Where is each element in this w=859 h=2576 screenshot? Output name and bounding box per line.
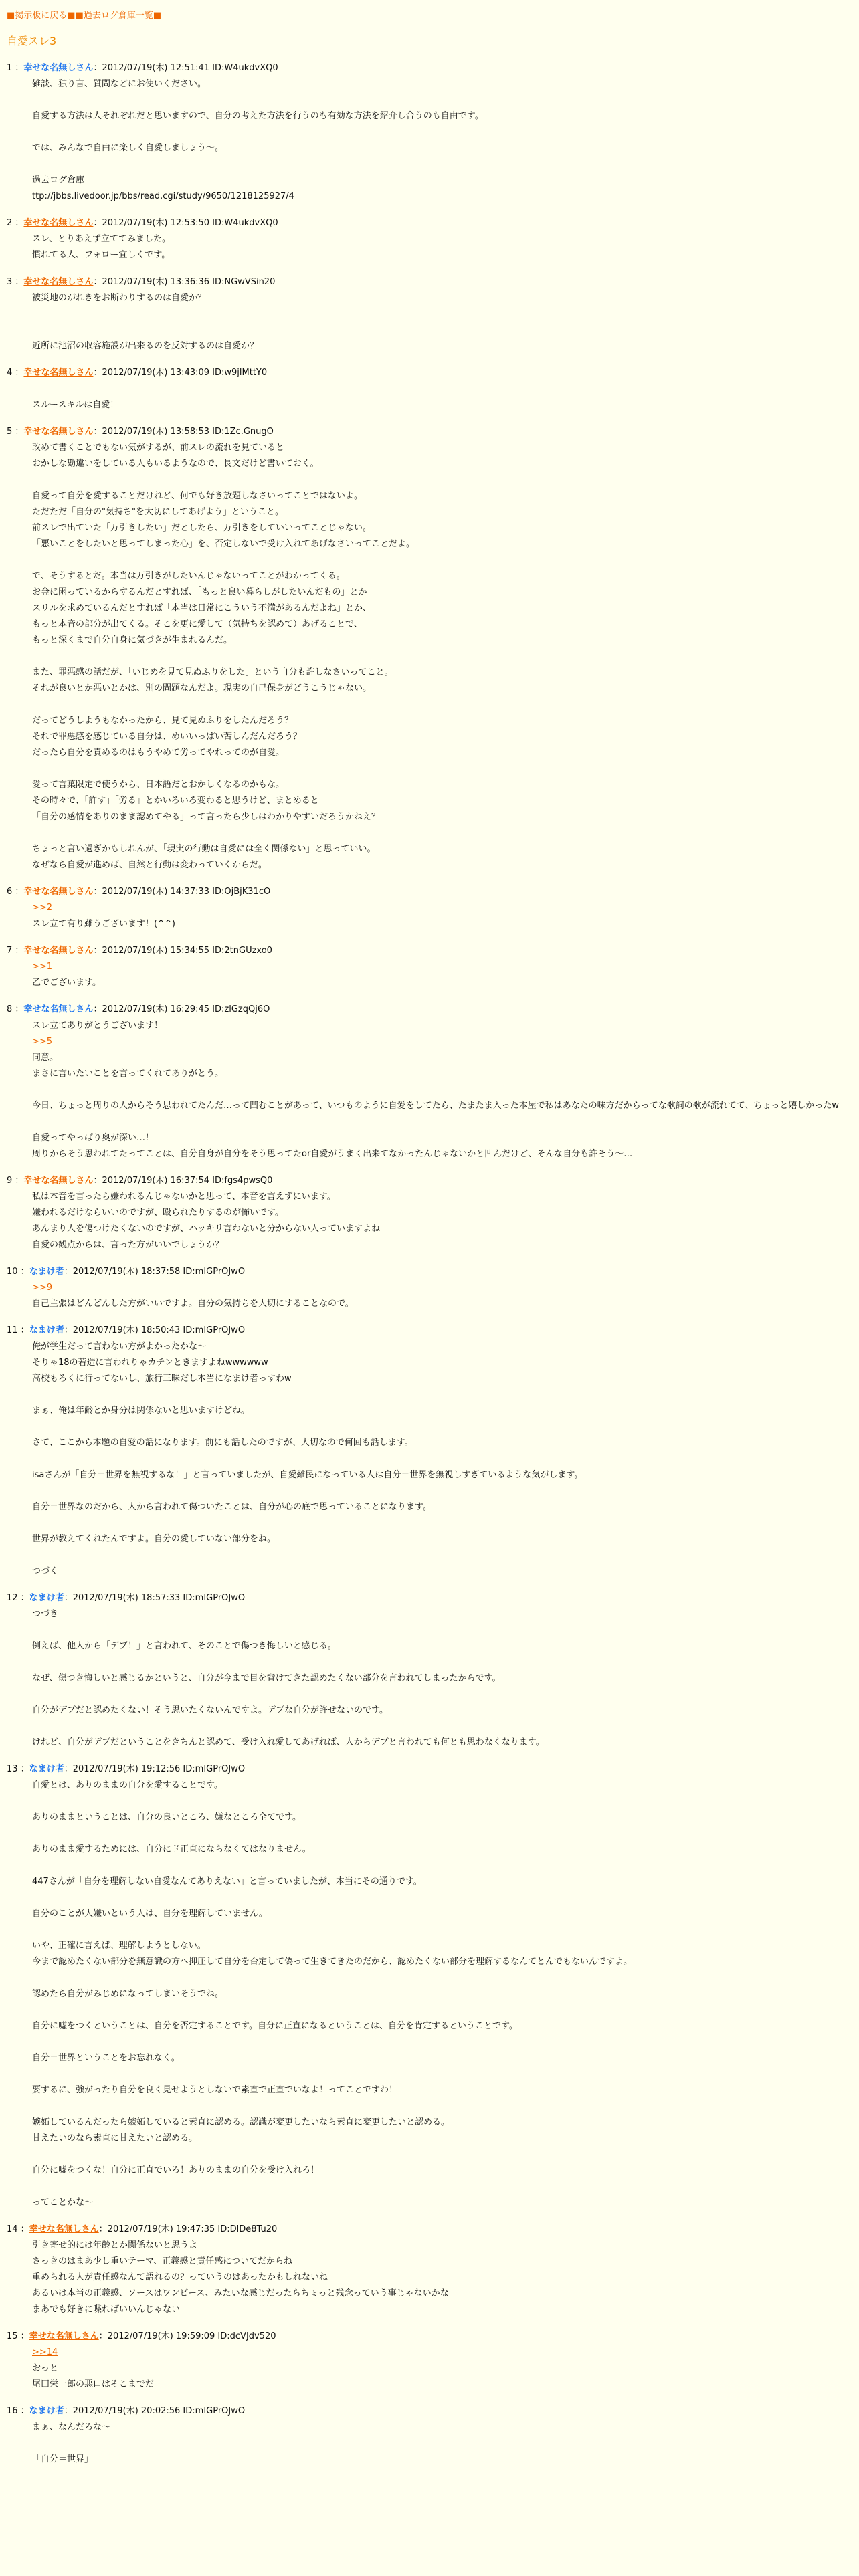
post-header: 1 ：幸せな名無しさん：2012/07/19(木) 12:51:41 ID:W4ukdvXQ0 <box>7 63 278 73</box>
post-number[interactable]: 9 <box>7 1176 13 1186</box>
post-number[interactable]: 3 <box>7 277 13 287</box>
post-line: 尾田栄一郎の悪口はそこまでだ <box>32 2379 155 2389</box>
post-meta: ：2012/07/19(木) 16:37:54 ID:fgs4pwsQ0 <box>93 1176 273 1186</box>
post-line: 自分＝世界ということをお忘れなく。 <box>32 2053 180 2063</box>
post-line <box>32 92 854 108</box>
poster-name[interactable]: 幸せな名無しさん <box>23 218 94 228</box>
post-line: 世界が教えてくれたんですよ。自分の愛していない部分をね。 <box>32 1534 276 1544</box>
post-line: おっと <box>32 2363 59 2373</box>
post-line: スルースキルは自愛！ <box>32 400 119 410</box>
post <box>7 365 854 413</box>
post-number[interactable]: 10 <box>7 1267 18 1277</box>
post-line: 過去ログ倉庫 <box>32 175 85 185</box>
post-line <box>32 1082 854 1098</box>
post-line <box>32 2179 854 2195</box>
post-body <box>7 959 854 991</box>
poster-name[interactable]: 幸せな名無しさん <box>23 427 94 437</box>
post-line: 要するに、強がったり自分を良く見せようとしないで素直で正直でいなよ！ってことですわ！ <box>32 2085 398 2095</box>
top-nav <box>7 8 854 24</box>
post-line: 愛って言葉限定で使うから、日本語だとおかしくなるのかもな。 <box>32 780 285 790</box>
post-meta: ：2012/07/19(木) 15:34:55 ID:2tnGUzxo0 <box>93 946 272 956</box>
post-line <box>32 552 854 568</box>
post-number[interactable]: 1 <box>7 63 13 73</box>
post-number[interactable]: 12 <box>7 1593 18 1603</box>
post-line: なぜ、傷つき悔しいと感じるかというと、自分が今まで目を背けてきた認めたくない部分を言われてしまったからです。 <box>32 1673 501 1683</box>
post-line <box>32 2147 854 2163</box>
reply-anchor-link[interactable]: >>5 <box>32 1037 53 1047</box>
post <box>7 60 854 205</box>
post-number[interactable]: 14 <box>7 2224 18 2234</box>
post-line: だったら自分を責めるのはもうやめて労ってやれってのが自愛。 <box>32 748 285 758</box>
post-number[interactable]: 7 <box>7 946 13 956</box>
post-header: 16 ：なまけ者：2012/07/19(木) 20:02:56 ID:mIGPrOJwO <box>7 2406 246 2416</box>
thread-title: 自愛スレ3 <box>7 35 57 47</box>
post-line <box>32 1794 854 1810</box>
post-header: 8 ：幸せな名無しさん：2012/07/19(木) 16:29:45 ID:zlGzqQj6O <box>7 1004 270 1014</box>
poster-name[interactable]: 幸せな名無しさん <box>23 887 94 897</box>
post-line: スリルを求めているんだとすれば「本当は日常にこういう不満があるんだよね」とか、 <box>32 603 372 613</box>
post-number[interactable]: 11 <box>7 1325 18 1335</box>
post-header: 12 ：なまけ者：2012/07/19(木) 18:57:33 ID:mIGPrOJwO <box>7 1593 246 1603</box>
post-line: 自分がデブだと認めたくない！そう思いたくないんですよ。デブな自分が許せないのです。 <box>32 1705 388 1715</box>
post-meta: ：2012/07/19(木) 19:47:35 ID:DlDe8Tu20 <box>98 2224 278 2234</box>
post-line <box>32 1451 854 1467</box>
post-line: ただただ「自分の"気持ち"を大切にしてあげよう」ということ。 <box>32 507 284 517</box>
post-line <box>32 1547 854 1564</box>
post-line: その時々で、「許す」「労る」とかいろいろ変わると思うけど、まとめると <box>32 796 319 806</box>
post-line: 自愛ってやっぱり奥が深い…！ <box>32 1133 155 1143</box>
post-line: 嫌われるだけならいいのですが、殴られたりするのが怖いです。 <box>32 1208 284 1218</box>
post-line: スレ、とりあえず立ててみました。 <box>32 234 171 244</box>
post-meta: ：2012/07/19(木) 12:53:50 ID:W4ukdvXQ0 <box>93 218 278 228</box>
poster-name[interactable]: 幸せな名無しさん <box>29 2224 99 2234</box>
post-line: 雑談、独り言、質問などにお使いください。 <box>32 79 207 89</box>
post <box>7 424 854 873</box>
post-line: それで罪悪感を感じている自分は、めいいっぱい苦しんだんだろう？ <box>32 732 302 742</box>
post-number[interactable]: 13 <box>7 1764 18 1774</box>
post-line: 私は本音を言ったら嫌われるんじゃないかと思って、本音を言えずにいます。 <box>32 1192 336 1202</box>
post-header: 6 ：幸せな名無しさん：2012/07/19(木) 14:37:33 ID:OjBjK31cO <box>7 887 271 897</box>
post-line: あるいは本当の正義感、ソースはワンピース、みたいな感じだったらちょっと残念っていう事じゃないかな <box>32 2288 449 2298</box>
post-number[interactable]: 16 <box>7 2406 18 2416</box>
post-body <box>7 1606 854 1751</box>
post-header: 14 ：幸せな名無しさん：2012/07/19(木) 19:47:35 ID:DlDe8Tu20 <box>7 2224 278 2234</box>
post-line: 近所に池沼の収容施設が出来るのを反対するのは自愛か？ <box>32 341 259 351</box>
post <box>7 274 854 354</box>
archive-list-link[interactable]: ■過去ログ倉庫一覧■ <box>75 11 162 21</box>
post-meta: ：2012/07/19(木) 18:37:58 ID:mIGPrOJwO <box>64 1267 246 1277</box>
post-header: 3 ：幸せな名無しさん：2012/07/19(木) 13:36:36 ID:NGwVSin20 <box>7 277 276 287</box>
post-meta: ：2012/07/19(木) 13:58:53 ID:1Zc.GnugO <box>93 427 274 437</box>
post-line: 自愛とは、ありのままの自分を愛することです。 <box>32 1780 223 1790</box>
poster-name: 幸せな名無しさん <box>23 63 94 73</box>
post-line: 例えば、他人から「デブ！」と言われて、そのことで傷つき悔しいと感じる。 <box>32 1641 337 1651</box>
reply-anchor-link[interactable]: >>2 <box>32 903 53 913</box>
post-line <box>32 1622 854 1638</box>
reply-anchor-link[interactable]: >>14 <box>32 2347 58 2357</box>
poster-name: なまけ者 <box>29 1325 64 1335</box>
post-number[interactable]: 4 <box>7 368 13 378</box>
poster-name[interactable]: 幸せな名無しさん <box>23 1176 94 1186</box>
post <box>7 1173 854 1253</box>
post-line: そりゃ18の若造に言われりゃカチンときますよねwwwwww <box>32 1358 268 1368</box>
post-line: まさに言いたいことを言ってくれてありがとう。 <box>32 1069 224 1079</box>
post-header: 2 ：幸せな名無しさん：2012/07/19(木) 12:53:50 ID:W4ukdvXQ0 <box>7 218 278 228</box>
post-meta: ：2012/07/19(木) 18:57:33 ID:mIGPrOJwO <box>64 1593 246 1603</box>
post-line: 自愛って自分を愛することだけれど、何でも好き放題しなさいってことではないよ。 <box>32 491 363 501</box>
post <box>7 1323 854 1580</box>
post-line: 自己主張はどんどんした方がいいですよ。自分の気持ちを大切にすることなので。 <box>32 1299 354 1309</box>
post-number[interactable]: 15 <box>7 2331 18 2341</box>
post-line: つづく <box>32 1566 59 1576</box>
poster-name[interactable]: 幸せな名無しさん <box>23 368 94 378</box>
post-line: 447さんが「自分を理解しない自愛なんてありえない」と言っていましたが、本当にその通りです。 <box>32 1876 422 1887</box>
post-line: ありのままということは、自分の良いところ、嫌なところ全てです。 <box>32 1812 301 1822</box>
post-line: isaさんが「自分＝世界を無視するな！」と言っていましたが、自愛難民になっている人は自分＝世界を無視しすぎているような気がします。 <box>32 1470 583 1480</box>
post-meta: ：2012/07/19(木) 19:12:56 ID:mIGPrOJwO <box>64 1764 246 1774</box>
post <box>7 2329 854 2393</box>
post-line: ttp://jbbs.livedoor.jp/bbs/read.cgi/study/9650/1218125927/4 <box>32 191 294 201</box>
post-body <box>7 1339 854 1580</box>
poster-name: なまけ者 <box>29 1593 64 1603</box>
post-meta: ：2012/07/19(木) 18:50:43 ID:mIGPrOJwO <box>64 1325 246 1335</box>
post-body <box>7 440 854 873</box>
poster-name: なまけ者 <box>29 2406 64 2416</box>
post-number[interactable]: 5 <box>7 427 13 437</box>
post-line <box>32 306 854 322</box>
post-line <box>32 1970 854 1986</box>
post <box>7 215 854 263</box>
poster-name[interactable]: 幸せな名無しさん <box>29 2331 99 2341</box>
post-body <box>7 290 854 354</box>
post-line: 被災地のがれきをお断わりするのは自愛か？ <box>32 293 207 303</box>
post <box>7 1264 854 1312</box>
post-line: もっと深くまで自分自身に気づきが生まれるんだ。 <box>32 635 233 645</box>
post-body <box>7 2238 854 2318</box>
post-number[interactable]: 2 <box>7 218 13 228</box>
post-line <box>32 2436 854 2452</box>
post-line: ありのまま愛するためには、自分にド正直にならなくてはなりません。 <box>32 1844 311 1854</box>
post-body <box>7 900 854 932</box>
post-line: 前スレで出ていた「万引きしたい」だとしたら、万引きをしていいってことじゃない。 <box>32 523 372 533</box>
post-meta: ：2012/07/19(木) 12:51:41 ID:W4ukdvXQ0 <box>93 63 278 73</box>
post-line <box>32 1515 854 1531</box>
post-meta: ：2012/07/19(木) 19:59:09 ID:dcVJdv520 <box>98 2331 276 2341</box>
post-line: まあでも好きに喋ればいいんじゃない <box>32 2304 181 2315</box>
poster-name[interactable]: 幸せな名無しさん <box>23 277 94 287</box>
post-line <box>32 1922 854 1938</box>
post-line <box>32 697 854 713</box>
post-body <box>7 1018 854 1162</box>
post-line: 高校もろくに行ってないし、旅行三昧だし本当になまけ者っすわw <box>32 1374 292 1384</box>
post-line: 自分に嘘をつくな！自分に正直でいろ！ありのままの自分を受け入れろ！ <box>32 2165 320 2175</box>
post-body <box>7 381 854 413</box>
post-header: 5 ：幸せな名無しさん：2012/07/19(木) 13:58:53 ID:1Zc.GnugO <box>7 427 274 437</box>
post-line: 嫉妬しているんだったら嫉妬していると素直に認める。認識が変更したいなら素直に変更したいと認める。 <box>32 2117 450 2127</box>
post-list <box>7 60 854 2468</box>
post-line: まぁ、俺は年齢とか身分は関係ないと思いますけどね。 <box>32 1406 250 1416</box>
post-meta: ：2012/07/19(木) 14:37:33 ID:OjBjK31cO <box>93 887 271 897</box>
post-line <box>32 1890 854 1906</box>
post-header: 7 ：幸せな名無しさん：2012/07/19(木) 15:34:55 ID:2tnGUzxo0 <box>7 946 272 956</box>
post-body <box>7 76 854 205</box>
post-number[interactable]: 6 <box>7 887 13 897</box>
back-to-board-link[interactable]: ■掲示板に戻る■ <box>7 11 76 21</box>
post-line: いや、正確に言えば、理解しようとしない。 <box>32 1941 206 1951</box>
post-line <box>32 381 854 397</box>
post-line: それが良いとか悪いとかは、別の問題なんだよ。現実の自己保身がどうこうじゃない。 <box>32 683 372 693</box>
poster-name: 幸せな名無しさん <box>23 1004 94 1014</box>
post-line: スレ立て有り難うございます！(^^) <box>32 919 175 929</box>
post-body <box>7 231 854 263</box>
post-line: ちょっと言い過ぎかもしれんが、「現実の行動は自愛には全く関係ない」と思っていい。 <box>32 844 376 854</box>
post <box>7 884 854 932</box>
post <box>7 943 854 991</box>
post-line: ってことかな～ <box>32 2197 94 2208</box>
post-line: けれど、自分がデブだということをきちんと認めて、受け入れ愛してあげれば、人からデブと言われても何とも思わなくなります。 <box>32 1737 545 1747</box>
post-header: 13 ：なまけ者：2012/07/19(木) 19:12:56 ID:mIGPrOJwO <box>7 1764 246 1774</box>
post-line <box>32 1858 854 1874</box>
post-header: 15 ：幸せな名無しさん：2012/07/19(木) 19:59:09 ID:dcVJdv520 <box>7 2331 276 2341</box>
post-line: さっきのはまあ少し重いテーマ、正義感と責任感についてだからね <box>32 2256 292 2266</box>
post <box>7 1761 854 2211</box>
post-line: スレ立てありがとうございます！ <box>32 1021 163 1031</box>
poster-name[interactable]: 幸せな名無しさん <box>23 946 94 956</box>
post-line: あんまり人を傷つけたくないのですが、ハッキリ言わないと分からない人っていますよね <box>32 1224 381 1234</box>
post-line <box>32 761 854 777</box>
post-line: おかしな勘違いをしている人もいるようなので、長文だけど書いておく。 <box>32 459 319 469</box>
post-line <box>32 1719 854 1735</box>
post-line: 「自分の感情をありのまま認めてやる」って言ったら少しはわかりやすいだろうかねえ？ <box>32 812 381 822</box>
post-header: 10 ：なまけ者：2012/07/19(木) 18:37:58 ID:mIGPrOJwO <box>7 1267 246 1277</box>
post-line: さて、ここから本題の自愛の話になります。前にも話したのですが、大切なので何回も話します。 <box>32 1438 413 1448</box>
post-line <box>32 1654 854 1671</box>
post-meta: ：2012/07/19(木) 13:36:36 ID:NGwVSin20 <box>93 277 276 287</box>
post <box>7 1002 854 1162</box>
post-line: 今日、ちょっと周りの人からそう思われてたんだ…って凹むことがあって、いつものように自愛をしてたら、たまたま入った本屋で私はあなたの味方だからってな歌詞の歌が流れてて、ちょっと嬉しかったw <box>32 1101 839 1111</box>
post-line: 引き寄せ的には年齢とか関係ないと思うよ <box>32 2240 198 2250</box>
post-line <box>32 156 854 173</box>
post-body <box>7 1778 854 2211</box>
post-line <box>32 472 854 488</box>
post-line: 慣れてる人、フォロー宜しくです。 <box>32 250 171 260</box>
post-header: 4 ：幸せな名無しさん：2012/07/19(木) 13:43:09 ID:w9jlMttY0 <box>7 368 268 378</box>
reply-anchor-link[interactable]: >>1 <box>32 962 53 972</box>
post-header: 9 ：幸せな名無しさん：2012/07/19(木) 16:37:54 ID:fgs4pwsQ0 <box>7 1176 273 1186</box>
post-line: お金に困っているからするんだとすれば、「もっと良い暮らしがしたいんだもの」とか <box>32 587 367 597</box>
post-line: また、罪悪感の話だが、「いじめを見て見ぬふりをした」という自分も許しなさいってこと。 <box>32 667 393 677</box>
post-line: 自愛する方法は人それぞれだと思いますので、自分の考えた方法を行うのも有効な方法を紹介し合うのも自由です。 <box>32 111 484 121</box>
post-number[interactable]: 8 <box>7 1004 13 1014</box>
post-header: 11 ：なまけ者：2012/07/19(木) 18:50:43 ID:mIGPrOJwO <box>7 1325 246 1335</box>
post-line <box>32 1826 854 1842</box>
post-line <box>32 2066 854 2082</box>
post-line: では、みんなで自由に楽しく自愛しましょう～。 <box>32 143 224 153</box>
post-line <box>32 124 854 140</box>
post-line: 俺が学生だって言わない方がよかったかな～ <box>32 1341 207 1352</box>
post-body <box>7 1189 854 1253</box>
post-line: 自分＝世界なのだから、人から言われて傷ついたことは、自分が心の底で思っていることになります。 <box>32 1502 432 1512</box>
post-line: 今まで認めたくない部分を無意識の方へ抑圧して自分を否定して偽って生きてきたのだから、認めたくない部分を理解するなんてとんでもないんですよ。 <box>32 1957 633 1967</box>
post-line: 周りからそう思われてたってことは、自分自身が自分をそう思ってたor自愛がうまく出来てなかったんじゃないかと凹んだけど、そんな自分も許そう～… <box>32 1149 633 1159</box>
post-body <box>7 2345 854 2393</box>
post-line: 重められる人が責任感なんて語れるの？っていうのはあったかもしれないね <box>32 2272 328 2282</box>
post-line: まぁ、なんだろな～ <box>32 2422 111 2432</box>
post-line <box>32 1114 854 1130</box>
post <box>7 2403 854 2468</box>
post-line: 自分に嘘をつくということは、自分を否定することです。自分に正直になるということは、自分を肯定するということです。 <box>32 2021 518 2031</box>
post-line <box>32 2099 854 2115</box>
post-meta: ：2012/07/19(木) 20:02:56 ID:mIGPrOJwO <box>64 2406 246 2416</box>
post-line: だってどうしようもなかったから、見て見ぬふりをしたんだろう？ <box>32 716 294 726</box>
post-line <box>32 1419 854 1435</box>
post-line: なぜなら自愛が進めば、自然と行動は変わっていくからだ。 <box>32 860 267 870</box>
post-meta: ：2012/07/19(木) 13:43:09 ID:w9jlMttY0 <box>93 368 268 378</box>
post-line <box>32 2034 854 2050</box>
post <box>7 2222 854 2318</box>
post-body <box>7 1280 854 1312</box>
post-line: 「悪いことをしたいと思ってしまった心」を、否定しないで受け入れてあげなさいってことだよ。 <box>32 539 415 549</box>
post-line: 改めて書くことでもない気がするが、前スレの流れを見ていると <box>32 443 285 453</box>
post-line <box>32 649 854 665</box>
post <box>7 1590 854 1751</box>
poster-name: なまけ者 <box>29 1764 64 1774</box>
post-line: もっと本音の部分が出てくる。そこを更に愛して（気持ちを認めて）あげることで、 <box>32 619 363 629</box>
post-line <box>32 1387 854 1403</box>
post-line: 同意。 <box>32 1053 59 1063</box>
post-line <box>32 322 854 338</box>
post-line: つづき <box>32 1609 59 1619</box>
post-line: 自愛の観点からは、言った方がいいでしょうか？ <box>32 1240 224 1250</box>
poster-name: なまけ者 <box>29 1267 64 1277</box>
reply-anchor-link[interactable]: >>9 <box>32 1283 53 1293</box>
post-body <box>7 2420 854 2468</box>
post-line: で、そうするとだ。本当は万引きがしたいんじゃないってことがわかってくる。 <box>32 571 345 581</box>
post-line: 甘えたいのなら素直に甘えたいと認める。 <box>32 2133 198 2143</box>
post-line: 乙でございます。 <box>32 978 101 988</box>
post-line <box>32 2002 854 2018</box>
post-line: 「自分＝世界」 <box>32 2454 94 2464</box>
post-meta: ：2012/07/19(木) 16:29:45 ID:zlGzqQj6O <box>93 1004 270 1014</box>
post-line <box>32 825 854 841</box>
post-line: 自分のことが大嫌いという人は、自分を理解していません。 <box>32 1909 268 1919</box>
post-line <box>32 1687 854 1703</box>
post-line: 認めたら自分がみじめになってしまいそうでね。 <box>32 1989 224 1999</box>
post-line <box>32 1483 854 1499</box>
